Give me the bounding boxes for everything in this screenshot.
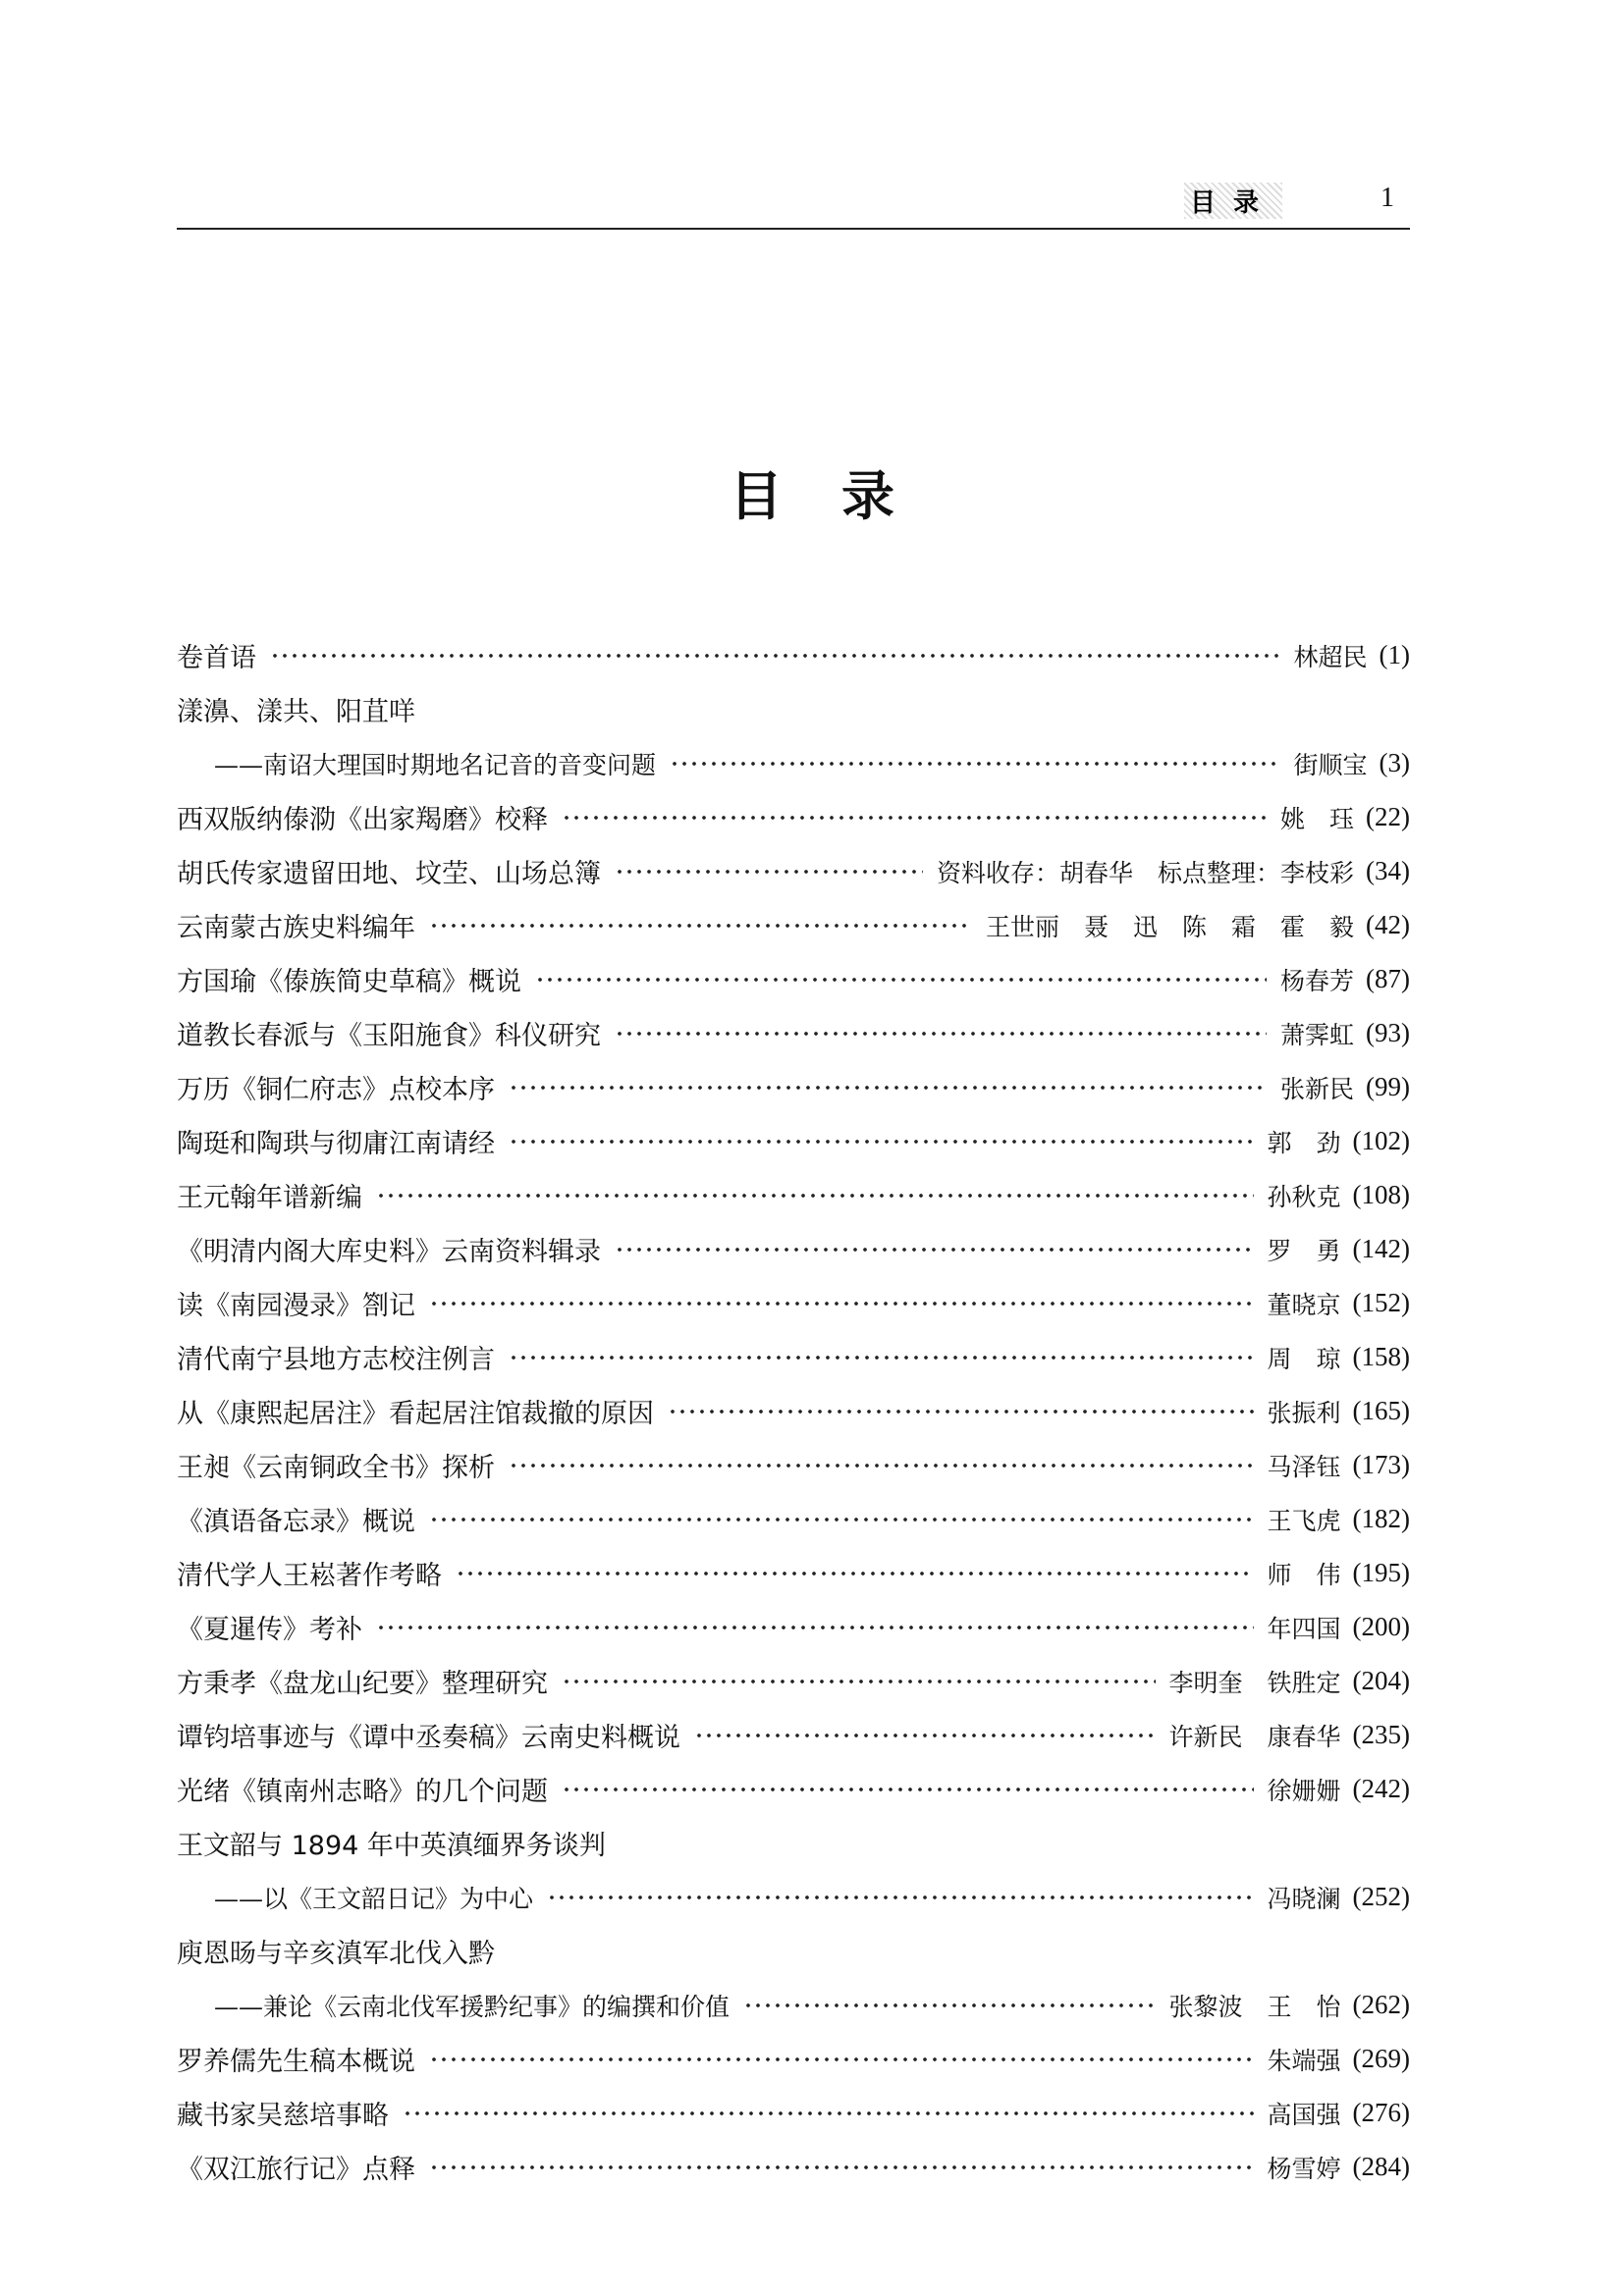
toc-entry-author: 董晓京 [1267,1290,1341,1319]
toc-entry-page: (152) [1352,1288,1410,1317]
toc-entry-page: (3) [1379,748,1410,777]
toc-entry-page: (195) [1352,1558,1410,1587]
toc-entry-title: 读《南园漫录》劄记 [177,1291,415,1321]
toc-entry-page: (182) [1352,1504,1410,1533]
toc-entry-author: 罗 勇 [1267,1236,1341,1265]
toc-entry-title: 万历《铜仁府志》点校本序 [177,1075,495,1105]
toc-entry-author: 街顺宝 [1293,750,1368,779]
toc-entry[interactable] [177,1114,1410,1168]
toc-entry[interactable] [177,628,1410,682]
dot-leader [509,1083,1267,1093]
toc-entry[interactable] [177,1222,1410,1276]
toc-entry-author: 徐姗姗 [1267,1776,1341,1805]
dot-leader [670,759,1279,769]
dot-leader [668,1407,1254,1416]
toc-entry[interactable] [177,1816,1410,1870]
page-title: 目录 [730,465,953,527]
toc-entry-page: (102) [1352,1126,1410,1155]
toc-entry[interactable] [177,1438,1410,1492]
toc-entry-title: 胡氏传家遗留田地、坟茔、山场总簿 [177,859,601,889]
toc-entry-author: 林超民 [1293,642,1368,671]
toc-entry[interactable] [177,2140,1410,2194]
toc-entry-author: 许新民 康春华 [1168,1722,1341,1751]
dot-leader [429,1299,1254,1308]
toc-entry-author: 姚 珏 [1280,804,1355,833]
toc-entry-title: 漾濞、漾共、阳苴咩 [177,697,415,727]
page-number: 1 [1380,183,1394,213]
toc-entry-title: 罗养儒先生稿本概说 [177,2047,415,2077]
toc-entry-title: 云南蒙古族史料编年 [177,913,415,943]
toc-entry[interactable] [177,1060,1410,1114]
toc-entry-page: (242) [1352,1774,1410,1803]
toc-entry[interactable] [177,952,1410,1006]
toc-entry-title: ——以《王文韶日记》为中心 [214,1884,534,1913]
toc-entry[interactable] [177,1600,1410,1654]
toc-entry-page: (276) [1352,2098,1410,2127]
toc-entry-page: (22) [1366,802,1410,831]
toc-entry[interactable] [177,1870,1410,1924]
dot-leader [562,1785,1254,1794]
toc-entry-author: 萧霁虹 [1280,1020,1355,1049]
toc-entry[interactable] [177,2086,1410,2140]
toc-entry-title: 《明清内阁大库史料》云南资料辑录 [177,1237,601,1267]
toc-entry-page: (34) [1366,856,1410,885]
dot-leader [376,1191,1254,1201]
toc-entry[interactable] [177,736,1410,790]
toc-entry-author: 杨雪婷 [1267,2154,1341,2183]
toc-entry-title: 清代学人王崧著作考略 [177,1561,442,1591]
toc-entry-page: (108) [1352,1180,1410,1209]
toc-entry-author: 孙秋克 [1267,1182,1341,1211]
toc-entry-title: 王文韶与 1894 年中英滇缅界务谈判 [177,1831,606,1861]
dot-leader [535,975,1267,985]
toc-entry-author: 冯晓澜 [1267,1884,1341,1913]
dot-leader [376,1623,1254,1632]
toc-entry-author: 杨春芳 [1280,966,1355,995]
dot-leader [615,1029,1267,1039]
dot-leader [562,813,1267,823]
toc-entry-author: 师 伟 [1267,1560,1341,1589]
dot-leader [509,1461,1254,1470]
toc-entry-page: (235) [1352,1720,1410,1749]
toc-entry-title: ——南诏大理国时期地名记音的音变问题 [214,750,657,779]
toc-entry-author: 周 琼 [1267,1344,1341,1373]
toc-entry-author: 马泽钰 [1267,1452,1341,1481]
toc-entry-author: 王世丽 聂 迅 陈 霜 霍 毅 [986,912,1355,941]
toc-entry-author: 王飞虎 [1267,1506,1341,1535]
table-of-contents [177,628,1410,2194]
dot-leader [456,1569,1254,1578]
toc-entry-page: (269) [1352,2044,1410,2073]
toc-entry[interactable] [177,1276,1410,1330]
toc-entry-title: 陶珽和陶珙与彻庸江南请经 [177,1129,495,1159]
toc-entry-author: 李明奎 铁胜定 [1168,1668,1341,1697]
dot-leader [270,651,1280,661]
toc-entry[interactable] [177,898,1410,952]
dot-leader [562,1677,1156,1686]
toc-entry-title: 从《康熙起居注》看起居注馆裁撤的原因 [177,1399,654,1429]
toc-entry[interactable] [177,1978,1410,2032]
toc-entry-title: 《夏暹传》考补 [177,1615,362,1645]
toc-entry-title: 《双江旅行记》点释 [177,2155,415,2185]
toc-entry[interactable] [177,1330,1410,1384]
toc-entry-title: 谭钧培事迹与《谭中丞奏稿》云南史料概说 [177,1723,680,1753]
toc-entry-page: (284) [1352,2152,1410,2181]
dot-leader [615,867,923,877]
toc-entry-author: 年四国 [1267,1614,1341,1643]
toc-entry-author: 张黎波 王 怡 [1168,1992,1341,2021]
toc-entry-title: 庾恩旸与辛亥滇军北伐入黔 [177,1939,495,1969]
dot-leader [403,2109,1254,2118]
toc-entry-author: 郭 劲 [1267,1128,1341,1157]
toc-entry-title: 卷首语 [177,643,256,673]
dot-leader [429,921,972,931]
toc-entry[interactable] [177,1708,1410,1762]
toc-entry-page: (142) [1352,1234,1410,1263]
toc-entry[interactable] [177,682,1410,736]
toc-entry-title: 光绪《镇南州志略》的几个问题 [177,1777,548,1807]
toc-entry-author: 资料收存：胡春华 标点整理：李枝彩 [937,858,1355,887]
toc-entry-title: 方秉孝《盘龙山纪要》整理研究 [177,1669,548,1699]
toc-entry[interactable] [177,1006,1410,1060]
toc-entry-title: 《滇语备忘录》概说 [177,1507,415,1537]
dot-leader [509,1353,1254,1362]
toc-entry-page: (252) [1352,1882,1410,1911]
toc-entry[interactable] [177,790,1410,844]
toc-entry[interactable] [177,1168,1410,1222]
toc-entry-page: (158) [1352,1342,1410,1371]
dot-leader [694,1731,1156,1740]
running-header-section-label: 目录 [1184,183,1282,219]
toc-entry[interactable] [177,1654,1410,1708]
toc-entry-page: (200) [1352,1612,1410,1641]
dot-leader [547,1893,1253,1902]
dot-leader [509,1137,1254,1147]
toc-entry[interactable] [177,1762,1410,1816]
toc-entry-title: 王昶《云南铜政全书》探析 [177,1453,495,1483]
dot-leader [429,1515,1254,1524]
toc-entry-author: 张新民 [1280,1074,1355,1103]
toc-entry-title: 方国瑜《傣族简史草稿》概说 [177,967,521,997]
toc-entry[interactable] [177,2032,1410,2086]
toc-entry-page: (173) [1352,1450,1410,1479]
dot-leader [429,2055,1254,2064]
toc-entry[interactable] [177,1492,1410,1546]
dot-leader [615,1245,1254,1255]
running-header [177,177,1410,230]
toc-entry-page: (165) [1352,1396,1410,1425]
dot-leader [743,2001,1155,2010]
toc-entry-page: (99) [1366,1072,1410,1101]
toc-entry-page: (1) [1379,640,1410,669]
toc-entry-title: ——兼论《云南北伐军援黔纪事》的编撰和价值 [214,1992,731,2021]
toc-entry-page: (262) [1352,1990,1410,2019]
toc-entry-page: (93) [1366,1018,1410,1047]
toc-entry-author: 高国强 [1267,2100,1341,2129]
toc-entry-page: (42) [1366,910,1410,939]
toc-entry[interactable] [177,1924,1410,1978]
dot-leader [429,2163,1254,2172]
toc-entry-page: (204) [1352,1666,1410,1695]
toc-entry-title: 藏书家吴慈培事略 [177,2101,389,2131]
toc-entry-page: (87) [1366,964,1410,993]
toc-entry[interactable] [177,844,1410,898]
toc-entry-title: 道教长春派与《玉阳施食》科仪研究 [177,1021,601,1051]
toc-entry[interactable] [177,1384,1410,1438]
toc-entry-author: 张振利 [1267,1398,1341,1427]
toc-entry-title: 王元翰年谱新编 [177,1183,362,1213]
toc-entry-title: 清代南宁县地方志校注例言 [177,1345,495,1375]
toc-entry-title: 西双版纳傣泐《出家羯磨》校释 [177,805,548,835]
toc-entry-author: 朱端强 [1267,2046,1341,2075]
toc-entry[interactable] [177,1546,1410,1600]
